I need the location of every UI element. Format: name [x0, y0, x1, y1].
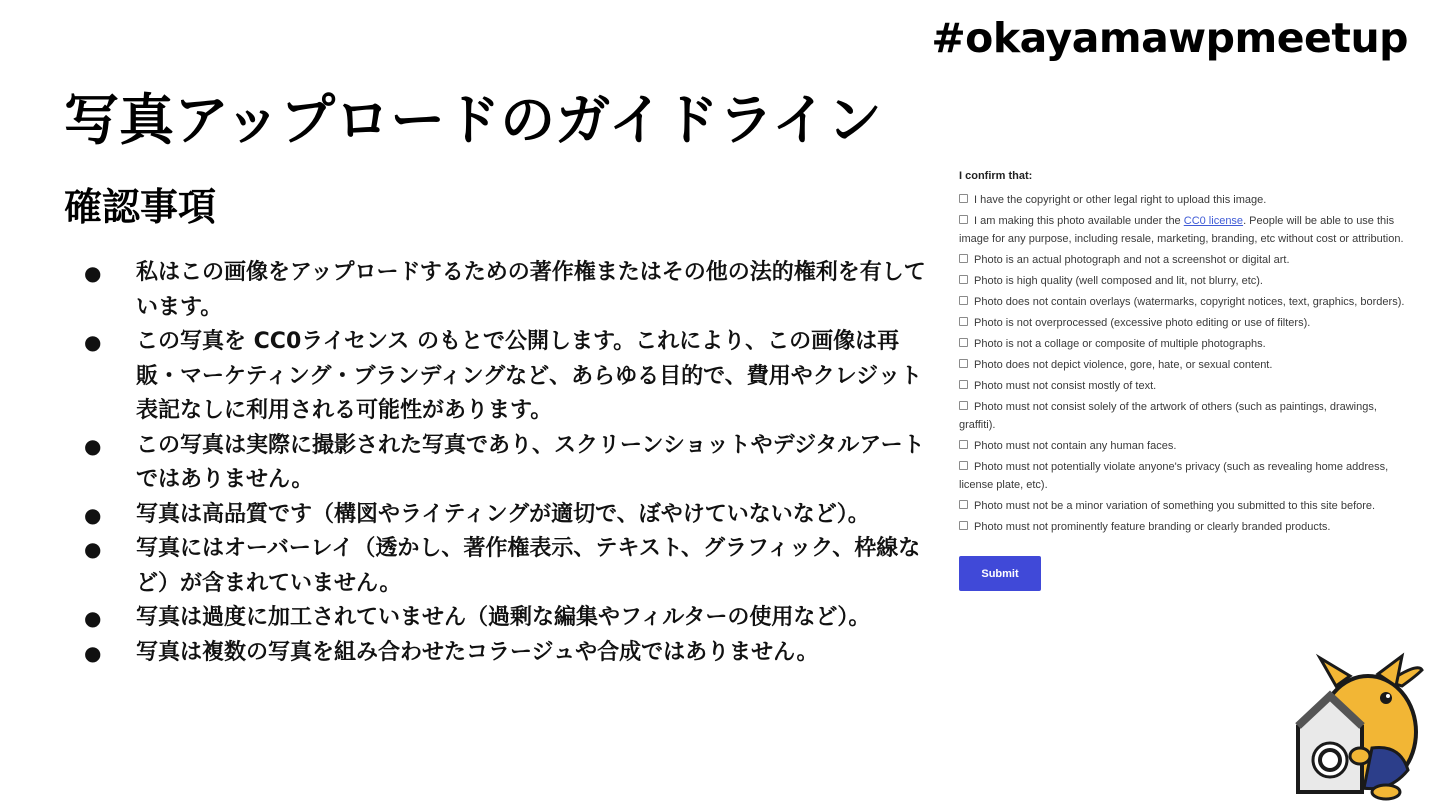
- hashtag: #okayamawpmeetup: [931, 14, 1408, 62]
- checkbox[interactable]: [959, 440, 968, 449]
- cc0-license-link[interactable]: CC0 license: [1183, 215, 1244, 227]
- confirm-item-not-overprocessed: [959, 314, 1411, 332]
- bullet-icon: ●: [84, 330, 102, 354]
- checkbox[interactable]: [959, 521, 968, 530]
- checkbox-label: I have the copyright or other legal right to upload this image.: [974, 194, 1267, 206]
- confirm-item-not-others-artwork: [959, 398, 1411, 434]
- guideline-item: [84, 325, 940, 429]
- checkbox-label: Photo is not a collage or composite of multiple photographs.: [974, 338, 1266, 350]
- checkbox[interactable]: [959, 500, 968, 509]
- guideline-item: [84, 636, 940, 671]
- checkbox[interactable]: [959, 254, 968, 263]
- checkbox-label: Photo must not contain any human faces.: [974, 440, 1177, 452]
- confirm-item-not-minor-variation: [959, 497, 1411, 515]
- confirm-item-actual-photo: [959, 251, 1411, 269]
- confirm-item-not-mostly-text: [959, 377, 1411, 395]
- guideline-text: 写真は複数の写真を組み合わせたコラージュや合成ではありません。: [136, 639, 819, 665]
- guideline-text: 私はこの画像をアップロードするための著作権またはその他の法的権利を有しています。: [136, 260, 926, 320]
- bullet-icon: ●: [84, 502, 102, 527]
- confirmation-form: [959, 170, 1411, 591]
- checkbox[interactable]: [959, 401, 968, 410]
- checkbox-label: Photo must not prominently feature branding or clearly branded products.: [974, 521, 1331, 533]
- confirm-item-privacy: [959, 458, 1411, 494]
- checkbox-label: Photo is not overprocessed (excessive photo editing or use of filters).: [974, 317, 1311, 329]
- slide-title: 写真アップロードのガイドライン: [64, 88, 882, 152]
- confirm-item-copyright: [959, 191, 1411, 209]
- bullet-icon: ●: [84, 433, 102, 458]
- checkbox-label: Photo must not be a minor variation of something you submitted to this site before.: [974, 500, 1376, 512]
- confirm-item-not-collage: [959, 335, 1411, 353]
- checkbox-label: I am making this photo available under the: [974, 215, 1184, 227]
- confirm-item-cc0: [959, 212, 1411, 248]
- guideline-item: [84, 498, 940, 533]
- bullet-icon: ●: [84, 606, 102, 630]
- guideline-text: この写真を CC0ライセンス のもとで公開します。これにより、この画像は再販・マーケティング・ブランディングなど、あらゆる目的で、費用やクレジット表記なしに利用される可能性があります。: [136, 329, 923, 423]
- checkbox[interactable]: [959, 380, 968, 389]
- form-heading: I confirm that:: [959, 170, 1033, 182]
- checkbox-label: Photo must not consist mostly of text.: [974, 380, 1157, 392]
- checkbox-label: Photo is an actual photograph and not a screenshot or digital art.: [974, 254, 1290, 266]
- section-subtitle: 確認事項: [64, 185, 217, 229]
- checkbox-label-continued: . People will be able to use this image for any purpose, including resale, marketing, branding, etc without cost or attribution.: [959, 215, 1404, 245]
- guideline-list: [84, 256, 940, 670]
- confirm-item-high-quality: [959, 272, 1411, 290]
- guideline-text: 写真にはオーバーレイ（透かし、著作権表示、テキスト、グラフィック、枠線など）が含まれていません。: [136, 536, 921, 596]
- guideline-text: この写真は実際に撮影された写真であり、スクリーンショットやデジタルアートではありません。: [136, 432, 925, 492]
- bullet-icon: ●: [84, 537, 102, 561]
- wapuu-mascot-icon: [1290, 652, 1430, 802]
- bullet-icon: ●: [84, 261, 102, 285]
- guideline-item: [84, 532, 940, 601]
- checkbox[interactable]: [959, 275, 968, 284]
- confirm-item-no-overlays: [959, 293, 1411, 311]
- checkbox[interactable]: [959, 317, 968, 326]
- confirm-item-no-violence: [959, 356, 1411, 374]
- checkbox[interactable]: [959, 296, 968, 305]
- guideline-item: [84, 601, 940, 636]
- checkbox-label: Photo must not potentially violate anyone's privacy (such as revealing home address, license plate, etc).: [959, 461, 1389, 491]
- confirm-item-no-faces: [959, 437, 1411, 455]
- checkbox-label: Photo does not depict violence, gore, hate, or sexual content.: [974, 359, 1273, 371]
- submit-button[interactable]: Submit: [959, 556, 1041, 591]
- checkbox[interactable]: [959, 338, 968, 347]
- checkbox[interactable]: [959, 359, 968, 368]
- checkbox-label: Photo does not contain overlays (watermarks, copyright notices, text, graphics, borders).: [974, 296, 1405, 308]
- checkbox-label: Photo is high quality (well composed and lit, not blurry, etc).: [974, 275, 1263, 287]
- guideline-text: 写真は高品質です（構図やライティングが適切で、ぼやけていないなど）。: [136, 501, 870, 527]
- guideline-item: [84, 429, 940, 498]
- confirm-item-no-branding: [959, 518, 1411, 536]
- checkbox[interactable]: [959, 194, 968, 203]
- checkbox-label: Photo must not consist solely of the artwork of others (such as paintings, drawings, graffiti).: [959, 401, 1377, 431]
- bullet-icon: ●: [84, 640, 102, 665]
- guideline-item: [84, 256, 940, 325]
- guideline-text: 写真は過度に加工されていません（過剰な編集やフィルターの使用など）。: [136, 605, 871, 630]
- checkbox[interactable]: [959, 215, 968, 224]
- checkbox[interactable]: [959, 461, 968, 470]
